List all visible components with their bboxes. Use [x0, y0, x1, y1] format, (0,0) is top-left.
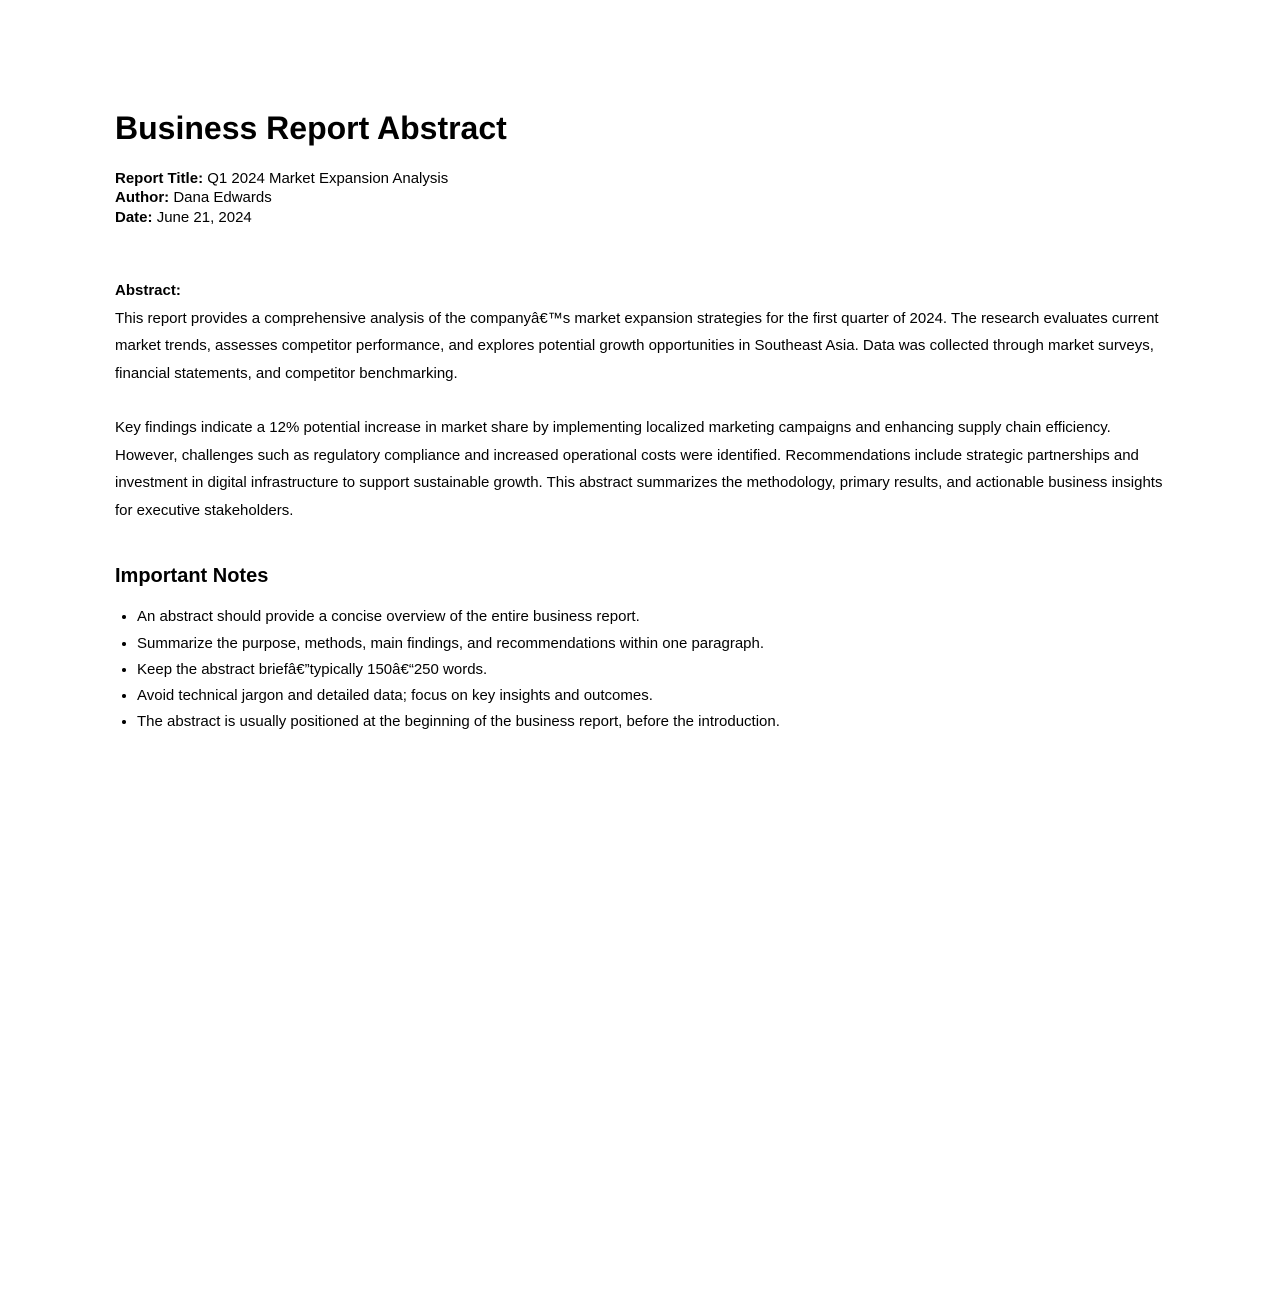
meta-date: [115, 208, 1163, 228]
report-meta: [115, 169, 1163, 228]
abstract-paragraph-1: This report provides a comprehensive analysis of the companyâ€™s market expansion strategies for the first quarter of 2024. The research evaluates current market trends, assesses competitor performance, and explores potential growth opportunities in Southeast Asia. Data was collected through market surveys, financial statements, and competitor benchmarking.: [115, 309, 1159, 382]
notes-list: [115, 604, 1163, 735]
note-item: • Keep the abstract briefâ€”typically 150â€“250 words.: [137, 657, 1163, 683]
meta-report-title-label: Report Title:: [115, 169, 204, 187]
meta-date-value: June 21, 2024: [156, 208, 252, 226]
meta-author-value: Dana Edwards: [173, 189, 272, 207]
note-item: • Avoid technical jargon and detailed data; focus on key insights and outcomes.: [137, 683, 1163, 709]
meta-date-label: Date:: [115, 208, 153, 226]
note-item: • An abstract should provide a concise overview of the entire business report.: [137, 604, 1163, 630]
abstract-paragraph-2: Key findings indicate a 12% potential increase in market share by implementing localized marketing campaigns and enhancing supply chain efficiency. However, challenges such as regulatory compliance and increased operational costs were identified. Recommendations include strategic partnerships and investment in digital infrastructure to support sustainable growth. This abstract summarizes the methodology, primary results, and actionable business insights for executive stakeholders.: [115, 419, 1163, 519]
note-item: • Summarize the purpose, methods, main findings, and recommendations within one paragraph.: [137, 631, 1163, 657]
notes-heading: Important Notes: [115, 565, 269, 588]
meta-report-title: [115, 169, 1163, 189]
note-item: • The abstract is usually positioned at the beginning of the business report, before the introduction.: [137, 709, 1163, 735]
page-title: Business Report Abstract: [115, 110, 507, 146]
meta-author: [115, 188, 1163, 208]
abstract-label: Abstract:: [115, 282, 181, 300]
meta-author-label: Author:: [115, 189, 170, 207]
meta-report-title-value: Q1 2024 Market Expansion Analysis: [207, 169, 449, 187]
